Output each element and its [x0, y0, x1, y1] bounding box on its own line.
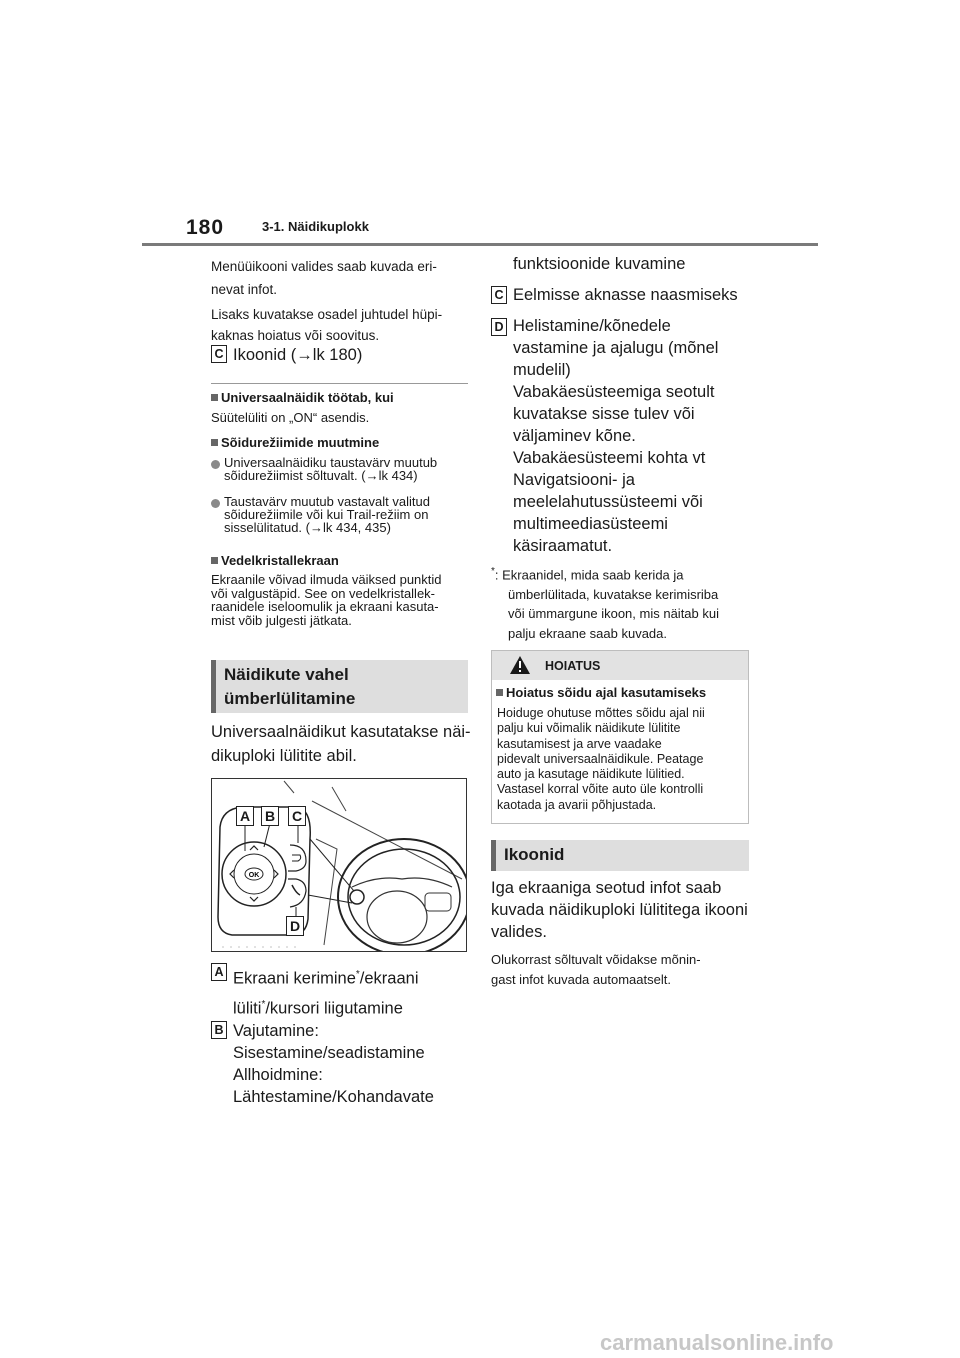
header-rule [142, 243, 818, 246]
warning-heading [496, 685, 706, 700]
para-line: Universaalnäidikut kasutatakse näi- [211, 723, 471, 741]
item-d-line: meelelahutussüsteemi või [513, 493, 703, 511]
heading-universal-works [211, 390, 394, 405]
footnote-line: või ümmargune ikoon, mis näitab kui [508, 606, 719, 622]
figure-label-d: D [286, 916, 304, 936]
item-d-label: D [491, 318, 507, 336]
item-a-line: /kursori liigutamine [265, 999, 403, 1017]
item-b-line: Sisestamine/seadistamine [233, 1044, 425, 1062]
intro-text [211, 256, 442, 346]
warning-title: HOIATUS [545, 659, 601, 673]
warning-line: kaotada ja avarii põhjustada. [497, 797, 657, 812]
lcd-line: mist võib julgesti jätkata. [211, 612, 352, 628]
divider [211, 383, 468, 384]
footnote-mark: * [491, 566, 495, 577]
warning-line: Vastasel korral võite auto üle kontrolli [497, 782, 704, 797]
footnote-line: ümberlülitada, kuvatakse kerimisriba [508, 586, 719, 602]
heading-lcd [211, 553, 339, 568]
lcd-line: või valgustäpid. See on vedelkristallek- [211, 585, 436, 601]
footnote [491, 562, 719, 643]
item-d-line: Vabakäesüsteemi kohta vt [513, 449, 706, 467]
bullet-dot [211, 460, 220, 469]
icons-paragraph [491, 877, 748, 943]
warning-line: pidevalt universaalnäidikule. Peatage [497, 751, 704, 766]
para-line: Iga ekraaniga seotud infot saab [491, 879, 722, 897]
lcd-line: raanidele iseloomulik ja ekraani kasuta- [211, 599, 439, 614]
item-d-line: väljaminev kõne. [513, 427, 636, 445]
item-b-text [233, 1020, 434, 1108]
warning-box [491, 650, 749, 824]
warning-line: auto ja kasutage näidikute lülitied. [497, 767, 685, 782]
item-d-text [513, 315, 718, 557]
lcd-line: Ekraanile võivad ilmuda väiksed punktid [211, 572, 442, 587]
item-a-label: A [211, 963, 227, 981]
item-d-line: Helistamine/kõnedele [513, 317, 671, 335]
section-heading-switching [211, 660, 468, 713]
item-d-line: multimeediasüsteemi [513, 515, 668, 533]
figure-label-a: A [236, 806, 254, 826]
figure-label-c: C [288, 806, 306, 826]
item-d-line: mudelil) [513, 361, 571, 379]
note-line: gast infot kuvada automaatselt. [491, 972, 671, 987]
footnote-star: * [355, 969, 360, 980]
watermark: carmanualsonline.info [600, 1330, 834, 1355]
para-line: dikuploki lülitite abil. [211, 747, 357, 765]
continued-text: funktsioonide kuvamine [513, 255, 686, 273]
item-a-line: /ekraani [359, 969, 419, 988]
para-line: kuvada näidikuploki lülititega ikooni [491, 901, 748, 919]
section-heading-line: ümberlülitamine [224, 689, 356, 708]
bullet-line: Taustavärv muutub vastavalt valitud [224, 494, 430, 509]
warning-header [492, 651, 748, 680]
item-b-line: Allhoidmine: [233, 1066, 323, 1084]
bullet-item [211, 455, 438, 483]
heading-text: Universaalnäidik töötab, kui [221, 390, 394, 405]
bullet-line: sõidurežiimile või kui Trail-režiim on [224, 507, 429, 522]
note-line: Olukorrast sõltuvalt võidakse mõnin- [491, 952, 701, 967]
item-a-line: lüliti [233, 999, 262, 1017]
bullet-line: sisselülitatud. (→lk 434, 435) [224, 520, 391, 535]
item-d-line: kuvatakse sisse tulev või [513, 405, 695, 423]
item-c2-text: Eelmisse aknasse naasmiseks [513, 286, 738, 304]
item-a-text [233, 962, 419, 1021]
intro-line: Menüüikooni valides saab kuvada eri- [211, 259, 437, 274]
warning-heading-text: Hoiatus sõidu ajal kasutamiseks [506, 685, 707, 700]
item-b-label: B [211, 1021, 227, 1039]
bullet-line: sõidurežiimist sõltuvalt. (→lk 434) [224, 468, 418, 483]
page-number: 180 [186, 216, 225, 239]
warning-triangle-icon [509, 655, 531, 675]
item-d-line: vastamine ja ajalugu (mõnel [513, 339, 719, 357]
warning-line: Hoiduge ohutuse mõttes sõidu ajal nii [497, 706, 705, 720]
section-heading-line: Näidikute vahel [224, 665, 349, 684]
section-title: 3-1. Näidikuplokk [262, 219, 369, 234]
warning-text [497, 706, 705, 813]
bullet-dot [211, 499, 220, 508]
heading-text: Vedelkristallekraan [221, 553, 339, 568]
section-heading-icons: Ikoonid [491, 840, 749, 871]
ok-button-label: OK [248, 872, 260, 879]
item-b-line: Lähtestamine/Kohandavate [233, 1088, 434, 1106]
item-d-line: käsiraamatut. [513, 537, 613, 555]
item-c-label: C [211, 345, 227, 363]
warning-line: palju kui võimalik näidikute lülitite [497, 721, 681, 736]
item-d-line: Navigatsiooni- ja [513, 471, 635, 489]
intro-line: nevat infot. [211, 282, 278, 297]
item-d-line: Vabakäesüsteemiga seotult [513, 383, 715, 401]
item-b-line: Vajutamine: [233, 1022, 319, 1040]
switching-paragraph [211, 720, 471, 768]
figure-label-b: B [261, 806, 279, 826]
intro-line: kaknas hoiatus või soovitus. [211, 328, 380, 343]
lcd-text [211, 573, 442, 627]
heading-text: Sõidurežiimide muutmine [221, 435, 380, 450]
bullet-line: Universaalnäidiku taustavärv muutub [224, 455, 438, 470]
steering-switch-illustration [211, 778, 467, 952]
bullet-item [211, 494, 430, 535]
heading-drive-modes [211, 435, 379, 450]
footnote-star: * [261, 998, 266, 1010]
item-c-text: Ikoonid (→lk 180) [233, 346, 363, 364]
item-c2-label: C [491, 286, 507, 304]
item-a-line: Ekraani kerimine [233, 969, 356, 988]
warning-line: kasutamisest ja arve vaadake [497, 736, 662, 751]
para-line: valides. [491, 923, 547, 941]
heading-universal-text: Süütelüliti on „ON“ asendis. [211, 410, 370, 425]
footnote-line: palju ekraane saab kuvada. [508, 625, 668, 641]
steering-wheel-drawing [212, 779, 466, 951]
intro-line: Lisaks kuvatakse osadel juhtudel hüpi- [211, 307, 443, 322]
footnote-line: : Ekraanidel, mida saab kerida ja [494, 567, 684, 583]
icons-note [491, 950, 701, 990]
